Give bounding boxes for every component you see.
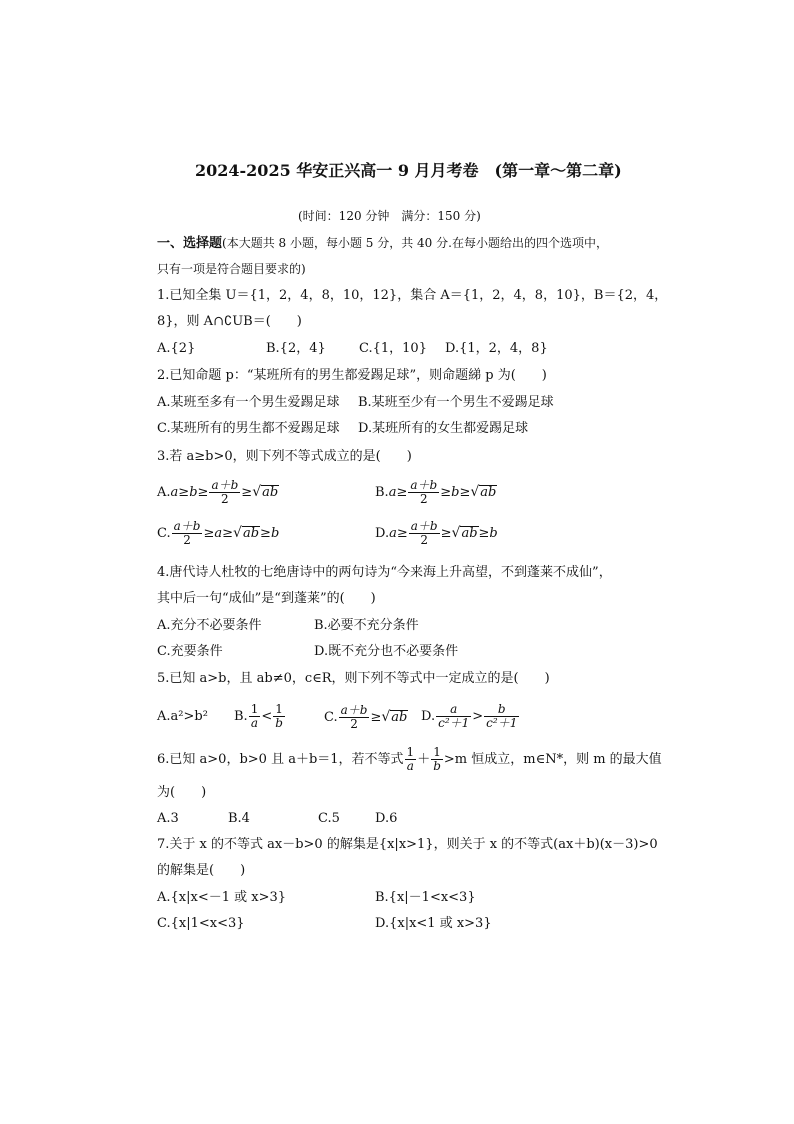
fraction-numerator: 1 [273,703,285,717]
ge-sign: ≥ [222,526,234,541]
var-a: a [170,485,179,500]
fraction-numerator: a＋b [173,519,201,533]
radicand: ab [391,710,408,725]
fraction [405,746,417,773]
var-b: b [270,526,280,541]
q4-option-b: B.必要不充分条件 [314,618,419,633]
ge-sign: ≥ [203,526,215,541]
q6-option-b: B.4 [228,811,250,826]
option-label: D. [421,709,436,724]
var-a: a [389,526,397,541]
var-a: a [388,485,397,500]
ge-sign: ≥ [440,485,452,500]
var-b: b [451,485,460,500]
q7-option-b: B.{x|－1<x<3} [375,890,476,905]
var-b: b [189,485,198,500]
fraction [249,703,261,730]
fraction [484,703,519,730]
fraction-denominator: b [275,716,283,730]
fraction-numerator: a＋b [410,519,438,533]
radical-sign: √ [252,484,262,500]
radicand: ab [242,526,260,541]
radicand: ab [262,485,279,500]
fraction-denominator: a [406,759,414,773]
q6-stem-post: >m 恒成立，m∈N*，则 m 的最大值 [443,752,662,767]
q3-option-a [157,477,279,508]
section-heading-line [157,234,608,253]
fraction-numerator: b [484,703,519,717]
fraction-numerator: 1 [406,745,415,759]
section-desc-1: (本大题共 8 小题，每小题 5 分，共 40 分.在每小题给出的四个选项中， [222,236,608,250]
q7-stem-1: 7.关于 x 的不等式 ax－b>0 的解集是{x|x>1}，则关于 x 的不等式(ax＋b)(x－3)>0 [157,837,658,852]
q7-stem-2: 的解集是( ) [157,863,246,878]
q3-option-c [157,518,279,549]
fraction [409,520,440,547]
q5-stem: 5.已知 a>b，且 ab≠0，c∈R，则下列不等式中一定成立的是( ) [157,671,550,686]
ge-sign: ≥ [260,526,271,541]
fraction-numerator: 1 [431,746,443,760]
option-label: C. [324,710,338,725]
q3-option-b [375,477,497,508]
q1-option-d: D.{1，2，4，8} [445,341,548,356]
option-label: A. [157,485,171,500]
q6-option-d: D.6 [375,811,398,826]
q1-stem-2: 8}，则 A∩∁UB＝( ) [157,314,302,329]
q2-option-d: D.某班所有的女生都爱踢足球 [358,421,529,436]
option-label: B. [375,485,389,500]
fraction-denominator: 2 [419,492,428,506]
fraction [273,703,285,730]
fraction [339,704,370,731]
option-label: D. [375,526,390,541]
ge-sign: ≥ [440,526,452,541]
ge-sign: ≥ [459,485,471,500]
plus-sign: ＋ [417,752,431,767]
ge-sign: ≥ [241,485,253,500]
option-label: B. [234,709,248,724]
ge-sign: ≥ [197,485,209,500]
q5-option-b [234,702,286,732]
ge-sign: ≥ [478,526,490,541]
q6-stem-pre: 6.已知 a>0，b>0 且 a＋b＝1，若不等式 [157,752,404,767]
q3-option-d [375,518,498,549]
q6-option-c: C.5 [318,811,340,826]
fraction-numerator: a＋b [211,478,239,492]
section-heading: 一、选择题 [157,236,223,251]
q1-stem-1: 1.已知全集 U＝{1，2，4，8，10，12}，集合 A＝{1，2，4，8，10}，B＝{2，4， [157,288,668,303]
radical-sign: √ [451,525,461,541]
q2-stem: 2.已知命题 p：“某班所有的男生都爱踢足球”，则命题綈 p 为( ) [157,368,547,383]
fraction-denominator: 2 [350,717,358,731]
q7-option-a: A.{x|x<－1 或 x>3} [157,890,287,905]
q2-option-a: A.某班至多有一个男生爱踢足球 [157,395,340,410]
fraction-denominator: c²＋1 [438,716,470,730]
fraction-denominator: 2 [183,533,191,547]
q4-option-a: A.充分不必要条件 [157,618,262,633]
q4-stem-2: 其中后一句“成仙”是“到蓬莱”的( ) [157,591,376,606]
ge-sign: ≥ [396,526,408,541]
q6-stem-1 [157,745,662,775]
q6-option-a: A.3 [157,811,179,826]
fraction-numerator: a＋b [340,703,368,717]
radical-sign: √ [233,525,242,541]
fraction-denominator: b [433,759,441,773]
exam-meta: (时间：120 分钟 满分：150 分) [298,209,481,223]
q1-option-c: C.{1，10} [359,341,427,356]
radical-sign: √ [470,484,480,500]
fraction-numerator: a [436,703,471,717]
radicand: ab [461,526,478,541]
page-title: 2024-2025 华安正兴高一 9 月月考卷 (第一章～第二章) [195,161,622,180]
fraction [436,703,471,730]
q5-option-c [324,702,408,733]
lt-sign: < [261,709,273,724]
q7-option-d: D.{x|x<1 或 x>3} [375,916,492,931]
q5-option-d [421,702,520,732]
q5-option-a: A.a²>b² [157,709,208,724]
fraction-denominator: a [250,716,259,730]
q2-option-b: B.某班至少有一个男生不爱踢足球 [358,395,554,410]
radical-sign: √ [381,709,391,725]
section-desc-2: 只有一项是符合题目要求的) [157,262,306,276]
ge-sign: ≥ [178,485,190,500]
q7-option-c: C.{x|1<x<3} [157,916,245,931]
fraction [408,479,439,506]
option-label: C. [157,526,171,541]
fraction-numerator: a＋b [410,478,438,492]
q3-stem: 3.若 a≥b>0，则下列不等式成立的是( ) [157,449,412,464]
fraction-denominator: 2 [420,533,428,547]
fraction-numerator: 1 [250,702,259,716]
q1-option-b: B.{2，4} [266,341,326,356]
fraction-denominator: 2 [221,492,229,506]
radicand: ab [480,485,497,500]
q4-stem-1: 4.唐代诗人杜牧的七绝唐诗中的两句诗为“今来海上升高望，不到蓬莱不成仙”， [157,565,612,580]
q6-stem-2: 为( ) [157,785,207,800]
var-b: b [489,526,498,541]
fraction-denominator: c²＋1 [486,716,518,730]
q2-option-c: C.某班所有的男生都不爱踢足球 [157,421,340,436]
gt-sign: > [472,709,484,724]
q4-option-d: D.既不充分也不必要条件 [314,644,459,659]
fraction [172,520,203,547]
q1-option-a: A.{2} [157,341,196,356]
ge-sign: ≥ [396,485,408,500]
var-a: a [214,526,223,541]
ge-sign: ≥ [370,710,382,725]
fraction [431,746,443,773]
fraction [209,479,240,506]
q4-option-c: C.充要条件 [157,644,223,659]
